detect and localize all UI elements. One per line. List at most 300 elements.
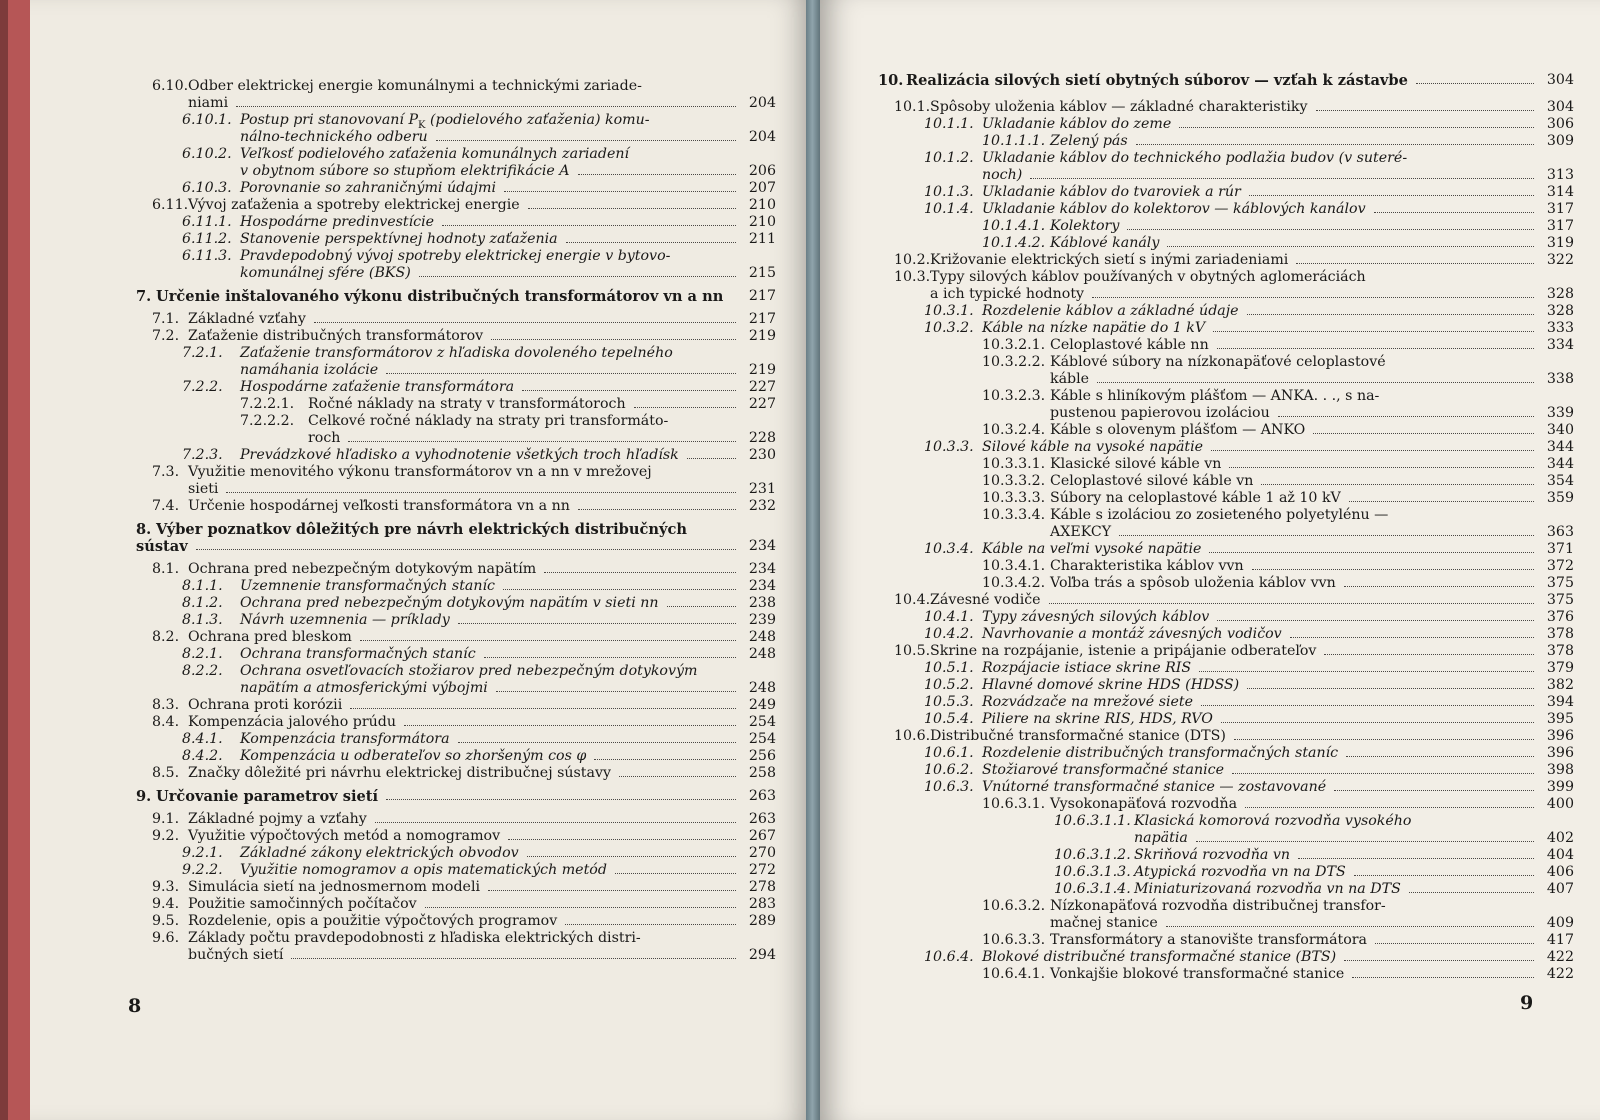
toc-entry-page-number: 227 [748, 396, 776, 412]
toc-entry-title [1050, 218, 1119, 235]
toc-entry-title-text: Typy závesných silových káblov [982, 609, 1210, 625]
toc-entry-page-number: 317 [1546, 218, 1574, 234]
toc-dot-leader [386, 373, 736, 374]
toc-entry [136, 163, 776, 180]
toc-entry-number: 10.1.2. [924, 150, 974, 166]
toc-dot-leader [458, 742, 736, 743]
toc-entry [136, 362, 776, 379]
toc-entry-number: 10.1.1. [924, 116, 974, 132]
toc-entry-title-text: Distribučné transformačné stanice (DTS) [930, 728, 1226, 744]
toc-dot-leader [1229, 467, 1534, 468]
toc-entry-title-text: Križovanie elektrických sietí s inými zariadeniami [930, 252, 1289, 268]
toc-dot-leader [425, 907, 736, 908]
toc-entry-page-number: 283 [748, 896, 776, 912]
toc-entry-number: 6.11.2. [182, 231, 232, 247]
toc-entry-title [1050, 898, 1386, 915]
toc-entry-page-number: 248 [748, 680, 776, 696]
toc-dot-leader [442, 225, 736, 226]
toc-entry [136, 180, 776, 197]
toc-entry-title [188, 78, 642, 95]
toc-entry-page-number: 379 [1546, 660, 1574, 676]
toc-entry-title [188, 913, 557, 930]
toc-dot-leader [1167, 246, 1534, 247]
toc-entry [136, 464, 776, 481]
toc-entry-title-text: Základy počtu pravdepodobnosti z hľadiska elektrických distri- [188, 930, 641, 946]
toc-dot-leader [375, 822, 736, 823]
toc-entry-page-number: 372 [1546, 558, 1574, 574]
toc-entry-page-number: 267 [748, 828, 776, 844]
toc-entry [136, 345, 776, 362]
toc-entry-number: 8.1. [152, 561, 180, 577]
toc-entry [136, 248, 776, 265]
toc-entry-number: 8.3. [152, 697, 180, 713]
toc-entry-number: 10.3.3.1. [982, 456, 1046, 472]
toc-entry [136, 629, 776, 646]
toc-entry-title [188, 714, 396, 731]
toc-entry [878, 524, 1574, 541]
toc-dot-leader [1217, 348, 1534, 349]
toc-entry-title [240, 146, 629, 163]
toc-entry [878, 762, 1574, 779]
toc-dot-leader [594, 759, 736, 760]
toc-entry-page-number: 304 [1546, 99, 1574, 115]
toc-entry-title [1050, 524, 1111, 541]
toc-entry [878, 150, 1574, 167]
toc-entry-title-text: Výber poznatkov dôležitých pre návrh elektrických distribučných [156, 521, 687, 538]
toc-dot-leader [1344, 586, 1534, 587]
toc-entry [136, 646, 776, 663]
toc-entry-title-text: Uzemnenie transformačných staníc [240, 578, 495, 594]
toc-entry-title [982, 694, 1193, 711]
toc-dot-leader [1247, 314, 1534, 315]
toc-entry-page-number: 207 [748, 180, 776, 196]
toc-entry-title [240, 845, 519, 862]
toc-entry [878, 235, 1574, 252]
toc-entry-page-number: 228 [748, 430, 776, 446]
toc-dot-leader [236, 106, 736, 107]
toc-entry-title-text: Použitie samočinných počítačov [188, 896, 417, 912]
toc-entry-title-text: Ochrana osvetľovacích stožiarov pred nebezpečným dotykovým [240, 663, 698, 679]
toc-entry [878, 711, 1574, 728]
toc-entry-title-text: Ochrana pred bleskom [188, 629, 352, 645]
toc-entry [878, 99, 1574, 116]
toc-entry-number: 10.1. [894, 99, 931, 115]
toc-entry-number: 7.2.3. [182, 447, 223, 463]
toc-entry-number: 6.11. [152, 197, 189, 213]
toc-entry-title-text: Voľba trás a spôsob uloženia káblov vvn [1050, 575, 1336, 591]
toc-entry-title-text: Káble s hliníkovým plášťom — ANKA. . ., s na- [1050, 388, 1380, 404]
toc-dot-leader [1252, 569, 1534, 570]
left-page-number: 8 [128, 995, 142, 1017]
toc-entry-page-number: 371 [1546, 541, 1574, 557]
toc-entry-page-number: 400 [1546, 796, 1574, 812]
toc-entry [878, 252, 1574, 269]
toc-dot-leader [619, 776, 736, 777]
toc-entry-title [240, 231, 558, 248]
toc-dot-leader [687, 458, 736, 459]
toc-entry [136, 811, 776, 828]
toc-dot-leader [1298, 858, 1534, 859]
toc-entry-page-number: 376 [1546, 609, 1574, 625]
toc-entry-page-number: 294 [748, 947, 776, 963]
toc-entry-number: 10.1.4.2. [982, 235, 1046, 251]
toc-entry-number: 9.2.1. [182, 845, 223, 861]
toc-entry-title-text: Ochrana pred nebezpečným dotykovým napätím v sieti nn [240, 595, 659, 611]
toc-entry-number: 6.10.1. [182, 112, 232, 128]
toc-entry-number: 10.3.4.1. [982, 558, 1046, 574]
toc-dot-leader [1247, 688, 1534, 689]
toc-entry-page-number: 278 [748, 879, 776, 895]
toc-entry [136, 578, 776, 595]
toc-entry-number: 9.3. [152, 879, 180, 895]
toc-entry [878, 507, 1574, 524]
toc-entry-number: 10.3.2.2. [982, 354, 1046, 370]
toc-entry-number: 10.3. [894, 269, 931, 285]
toc-entry [878, 745, 1574, 762]
toc-entry-page-number: 394 [1546, 694, 1574, 710]
toc-entry-number: 10.6.4.1. [982, 966, 1046, 982]
toc-entry-page-number: 248 [748, 646, 776, 662]
toc-entry-number: 10.1.4. [924, 201, 974, 217]
toc-entry-number: 8.1.2. [182, 595, 223, 611]
toc-entry-title-text: Rozvádzače na mrežové siete [982, 694, 1194, 710]
toc-entry-number: 7.2.2.1. [240, 396, 295, 412]
toc-entry [878, 677, 1574, 694]
right-page-number: 9 [1520, 992, 1534, 1014]
toc-dot-leader [291, 958, 736, 959]
toc-entry [136, 214, 776, 231]
toc-entry-number: 9.6. [152, 930, 180, 946]
toc-entry-number: 10.5.4. [924, 711, 974, 727]
right-page [820, 0, 1600, 1120]
toc-entry [878, 167, 1574, 184]
toc-dot-leader [314, 322, 736, 323]
toc-entry [136, 430, 776, 447]
toc-entry-number: 8.4.2. [182, 748, 223, 764]
toc-entry [136, 328, 776, 345]
toc-dot-leader [578, 174, 736, 175]
toc-entry-title [930, 643, 1316, 660]
toc-entry-number: 6.11.1. [182, 214, 232, 230]
toc-entry [878, 184, 1574, 201]
toc-entry-number: 7.4. [152, 498, 180, 514]
toc-dot-leader [436, 140, 736, 141]
toc-entry-page-number: 232 [748, 498, 776, 514]
toc-entry-title-text: Nízkonapäťová rozvodňa distribučnej transfor- [1050, 898, 1386, 914]
toc-entry-number: 10.2. [894, 252, 931, 268]
toc-entry-title-text: Klasická komorová rozvodňa vysokého [1134, 813, 1412, 829]
toc-entry-page-number: 395 [1546, 711, 1574, 727]
toc-entry [878, 830, 1574, 847]
toc-entry [136, 78, 776, 95]
toc-entry-title-text: Základné zákony elektrických obvodov [240, 845, 519, 861]
toc-entry-page-number: 238 [748, 595, 776, 611]
toc-entry-title-text: Celoplastové silové káble vn [1050, 473, 1254, 489]
toc-entry-title-text: Hlavné domové skrine HDS (HDSS) [982, 677, 1240, 693]
toc-dot-leader [419, 276, 736, 277]
toc-entry-title [982, 303, 1239, 320]
toc-entry-title [188, 464, 652, 481]
toc-entry-page-number: 314 [1546, 184, 1574, 200]
toc-entry-number: 9.4. [152, 896, 180, 912]
toc-entry [878, 779, 1574, 796]
toc-dot-leader [1334, 790, 1534, 791]
toc-entry [136, 913, 776, 930]
toc-entry-title-text: sieti [188, 481, 219, 497]
toc-entry-number: 7.2. [152, 328, 180, 344]
toc-entry [878, 116, 1574, 133]
toc-entry-title-text: Silové káble na vysoké napätie [982, 439, 1204, 455]
toc-entry-title-text: Využitie nomogramov a opis matematických metód [240, 862, 607, 878]
toc-dot-leader [1245, 807, 1534, 808]
toc-entry-page-number: 215 [748, 265, 776, 281]
toc-entry-title-text: Kompenzácia transformátora [240, 731, 450, 747]
toc-entry-number: 10.6.1. [924, 745, 974, 761]
toc-entry-number: 6.11.3. [182, 248, 232, 264]
toc-dot-leader [1209, 552, 1534, 553]
toc-entry-page-number: 399 [1546, 779, 1574, 795]
toc-entry-title [982, 320, 1205, 337]
toc-entry-title-text: Ukladanie káblov do zeme [982, 116, 1172, 132]
toc-entry-page-number: 270 [748, 845, 776, 861]
toc-entry-title [240, 595, 659, 612]
toc-entry-number: 10.6.3.1.2. [1054, 847, 1131, 863]
toc-entry-title-text: Vývoj zaťaženia a spotreby elektrickej energie [188, 197, 520, 213]
toc-entry-page-number: 407 [1546, 881, 1574, 897]
toc-entry-title [982, 184, 1241, 201]
toc-entry-title-text: Piliere na skrine RIS, HDS, RVO [982, 711, 1213, 727]
toc-entry [878, 558, 1574, 575]
toc-entry-title-text: noch) [982, 167, 1023, 183]
toc-entry-title [1050, 337, 1209, 354]
toc-dot-leader [1290, 637, 1534, 638]
toc-dot-leader [226, 492, 736, 493]
toc-entry-title-text: Skriňová rozvodňa vn [1134, 847, 1290, 863]
toc-dot-leader [1234, 739, 1534, 740]
toc-entry-page-number: 230 [748, 447, 776, 463]
toc-entry-page-number: 249 [748, 697, 776, 713]
toc-entry-page-number: 328 [1546, 286, 1574, 302]
toc-dot-leader [1217, 620, 1534, 621]
toc-dot-leader [528, 208, 736, 209]
toc-entry-number: 9.5. [152, 913, 180, 929]
toc-entry-number: 10.1.4.1. [982, 218, 1046, 234]
toc-entry [878, 643, 1574, 660]
toc-entry [878, 609, 1574, 626]
toc-entry-number: 8. [136, 521, 152, 538]
toc-entry-title-text: Rozpájacie istiace skrine RIS [982, 660, 1192, 676]
toc-entry-title [240, 680, 488, 697]
toc-entry-title-text: Určenie inštalovaného výkonu distribučných transformátorov vn a nn [156, 288, 724, 305]
toc-entry-page-number: 304 [1546, 72, 1574, 88]
toc-entry-page-number: 328 [1546, 303, 1574, 319]
toc-entry [136, 112, 776, 129]
toc-entry [136, 845, 776, 862]
toc-entry-title-text: nálno-technického odberu [240, 129, 428, 145]
toc-dot-leader [544, 572, 736, 573]
toc-entry-number: 6.10.3. [182, 180, 232, 196]
toc-entry-page-number: 398 [1546, 762, 1574, 778]
toc-dot-leader [1201, 705, 1534, 706]
toc-entry-title [1050, 456, 1221, 473]
toc-entry-title-text: Káble s izoláciou zo zosieteného polyetylénu — [1050, 507, 1389, 523]
left-page [8, 0, 811, 1120]
toc-entry [878, 847, 1574, 864]
toc-entry-title [188, 879, 480, 896]
toc-entry-title [308, 430, 340, 447]
toc-entry-title [982, 116, 1171, 133]
toc-entry [878, 439, 1574, 456]
toc-entry-number: 7.1. [152, 311, 180, 327]
toc-entry-title-text: Stanovenie perspektívnej hodnoty zaťaženia [240, 231, 558, 247]
toc-entry-title [1050, 932, 1367, 949]
toc-entry [136, 879, 776, 896]
toc-entry-title-text: Transformátory a stanovište transformátora [1050, 932, 1368, 948]
toc-entry-title [1050, 796, 1237, 813]
toc-entry-title [156, 521, 687, 538]
toc-entry-page-number: 338 [1546, 371, 1574, 387]
toc-entry [878, 881, 1574, 898]
toc-entry-title-text: napätia [1134, 830, 1188, 846]
toc-entry [136, 146, 776, 163]
toc-entry [878, 218, 1574, 235]
toc-dot-leader [1213, 331, 1534, 332]
toc-dot-leader [1221, 722, 1534, 723]
toc-dot-leader [1119, 535, 1534, 536]
toc-dot-leader [458, 623, 736, 624]
toc-dot-leader [1249, 195, 1534, 196]
toc-entry-title [240, 731, 450, 748]
toc-entry [136, 197, 776, 214]
toc-entry [878, 864, 1574, 881]
toc-entry-title [906, 72, 1408, 89]
toc-entry-title-text: Porovnanie so zahraničnými údajmi [240, 180, 497, 196]
toc-dot-leader [1049, 603, 1534, 604]
toc-entry-page-number: 340 [1546, 422, 1574, 438]
toc-entry [136, 538, 776, 555]
toc-entry-title [240, 345, 673, 362]
toc-dot-leader [1232, 773, 1534, 774]
toc-entry-title-text: Káblové kanály [1050, 235, 1160, 251]
toc-entry-title [240, 265, 411, 282]
toc-entry-number: 10.5.3. [924, 694, 974, 710]
toc-entry-number: 7.3. [152, 464, 180, 480]
toc-entry-number: 6.10.2. [182, 146, 232, 162]
toc-entry-number: 8.4. [152, 714, 180, 730]
toc-entry-title [136, 538, 188, 555]
toc-entry-number: 10.3.3.2. [982, 473, 1046, 489]
toc-entry-page-number: 363 [1546, 524, 1574, 540]
toc-entry-title-text: roch [308, 430, 341, 446]
toc-entry-page-number: 422 [1546, 966, 1574, 982]
toc-entry-number: 9.2. [152, 828, 180, 844]
toc-entry-title [156, 788, 378, 805]
toc-dot-leader [350, 708, 736, 709]
toc-entry-page-number: 406 [1546, 864, 1574, 880]
toc-entry-number: 7.2.2.2. [240, 413, 295, 429]
toc-entry-page-number: 359 [1546, 490, 1574, 506]
toc-entry [136, 612, 776, 629]
toc-entry-title [982, 779, 1326, 796]
toc-entry-title [1050, 507, 1388, 524]
toc-entry-number: 10.6.3.1.4. [1054, 881, 1131, 897]
toc-entry-title [1050, 405, 1270, 422]
toc-entry-title-text: Blokové distribučné transformačné stanice (BTS) [982, 949, 1337, 965]
toc-entry-title-text: Zaťaženie distribučných transformátorov [188, 328, 484, 344]
toc-entry-title-text: AXEKCY [1050, 524, 1112, 540]
toc-entry-page-number: 382 [1546, 677, 1574, 693]
toc-entry [878, 966, 1574, 983]
toc-entry-page-number: 263 [748, 811, 776, 827]
toc-entry [136, 498, 776, 515]
toc-entry-title [1050, 422, 1305, 439]
toc-entry [136, 561, 776, 578]
toc-dot-leader [1354, 875, 1534, 876]
toc-entry [878, 575, 1574, 592]
toc-entry-page-number: 231 [748, 481, 776, 497]
toc-entry-title-text: Základné pojmy a vzťahy [188, 811, 367, 827]
toc-entry-page-number: 396 [1546, 745, 1574, 761]
toc-entry-number: 6.10. [152, 78, 189, 94]
toc-entry-title-rest: (podielového zaťaženia) komu- [425, 112, 650, 128]
toc-dot-leader [503, 589, 736, 590]
toc-entry-number: 10.3.4.2. [982, 575, 1046, 591]
toc-entry-title-text: Veľkosť podielového zaťaženia komunálnych zariadení [240, 146, 630, 162]
toc-entry-title-text: Kolektory [1050, 218, 1120, 234]
toc-entry [878, 286, 1574, 303]
toc-entry-title [1050, 915, 1158, 932]
toc-entry-title-text: Miniaturizovaná rozvodňa vn na DTS [1134, 881, 1401, 897]
toc-entry-title [188, 328, 483, 345]
toc-entry [878, 541, 1574, 558]
toc-entry-title [188, 197, 520, 214]
toc-entry-title [188, 561, 536, 578]
toc-dot-leader [1261, 484, 1534, 485]
toc-dot-leader [1409, 892, 1534, 893]
toc-entry-title-text: Ukladanie káblov do tvaroviek a rúr [982, 184, 1241, 200]
toc-entry-number: 10.3.2.3. [982, 388, 1046, 404]
toc-entry [136, 680, 776, 697]
toc-entry-subscript: K [418, 119, 426, 131]
toc-entry-number: 10.3.3. [924, 439, 974, 455]
toc-entry-title [930, 269, 1366, 286]
toc-entry-page-number: 248 [748, 629, 776, 645]
toc-entry-title [240, 447, 679, 464]
toc-entry [878, 405, 1574, 422]
toc-entry [878, 388, 1574, 405]
toc-entry-title [982, 660, 1191, 677]
toc-entry-title-text: Pravdepodobný vývoj spotreby elektrickej energie v bytovo- [240, 248, 671, 264]
toc-dot-leader [360, 640, 736, 641]
toc-entry-page-number: 396 [1546, 728, 1574, 744]
toc-entry-page-number: 422 [1546, 949, 1574, 965]
toc-dot-leader [348, 441, 736, 442]
toc-entry-title-text: Návrh uzemnenia — príklady [240, 612, 450, 628]
toc-entry [136, 896, 776, 913]
toc-entry-title [240, 748, 586, 765]
toc-entry-title-text: Ochrana transformačných staníc [240, 646, 476, 662]
toc-entry-page-number: 309 [1546, 133, 1574, 149]
toc-entry-title [240, 862, 607, 879]
toc-entry [136, 265, 776, 282]
toc-entry-title [240, 663, 697, 680]
toc-entry-title [240, 180, 496, 197]
toc-entry-number: 10.6.3. [924, 779, 974, 795]
toc-entry-title-text: niami [188, 95, 229, 111]
toc-entry-title-text: Ochrana pred nebezpečným dotykovým napätím [188, 561, 537, 577]
toc-dot-leader [488, 890, 736, 891]
toc-entry-title [240, 248, 670, 265]
